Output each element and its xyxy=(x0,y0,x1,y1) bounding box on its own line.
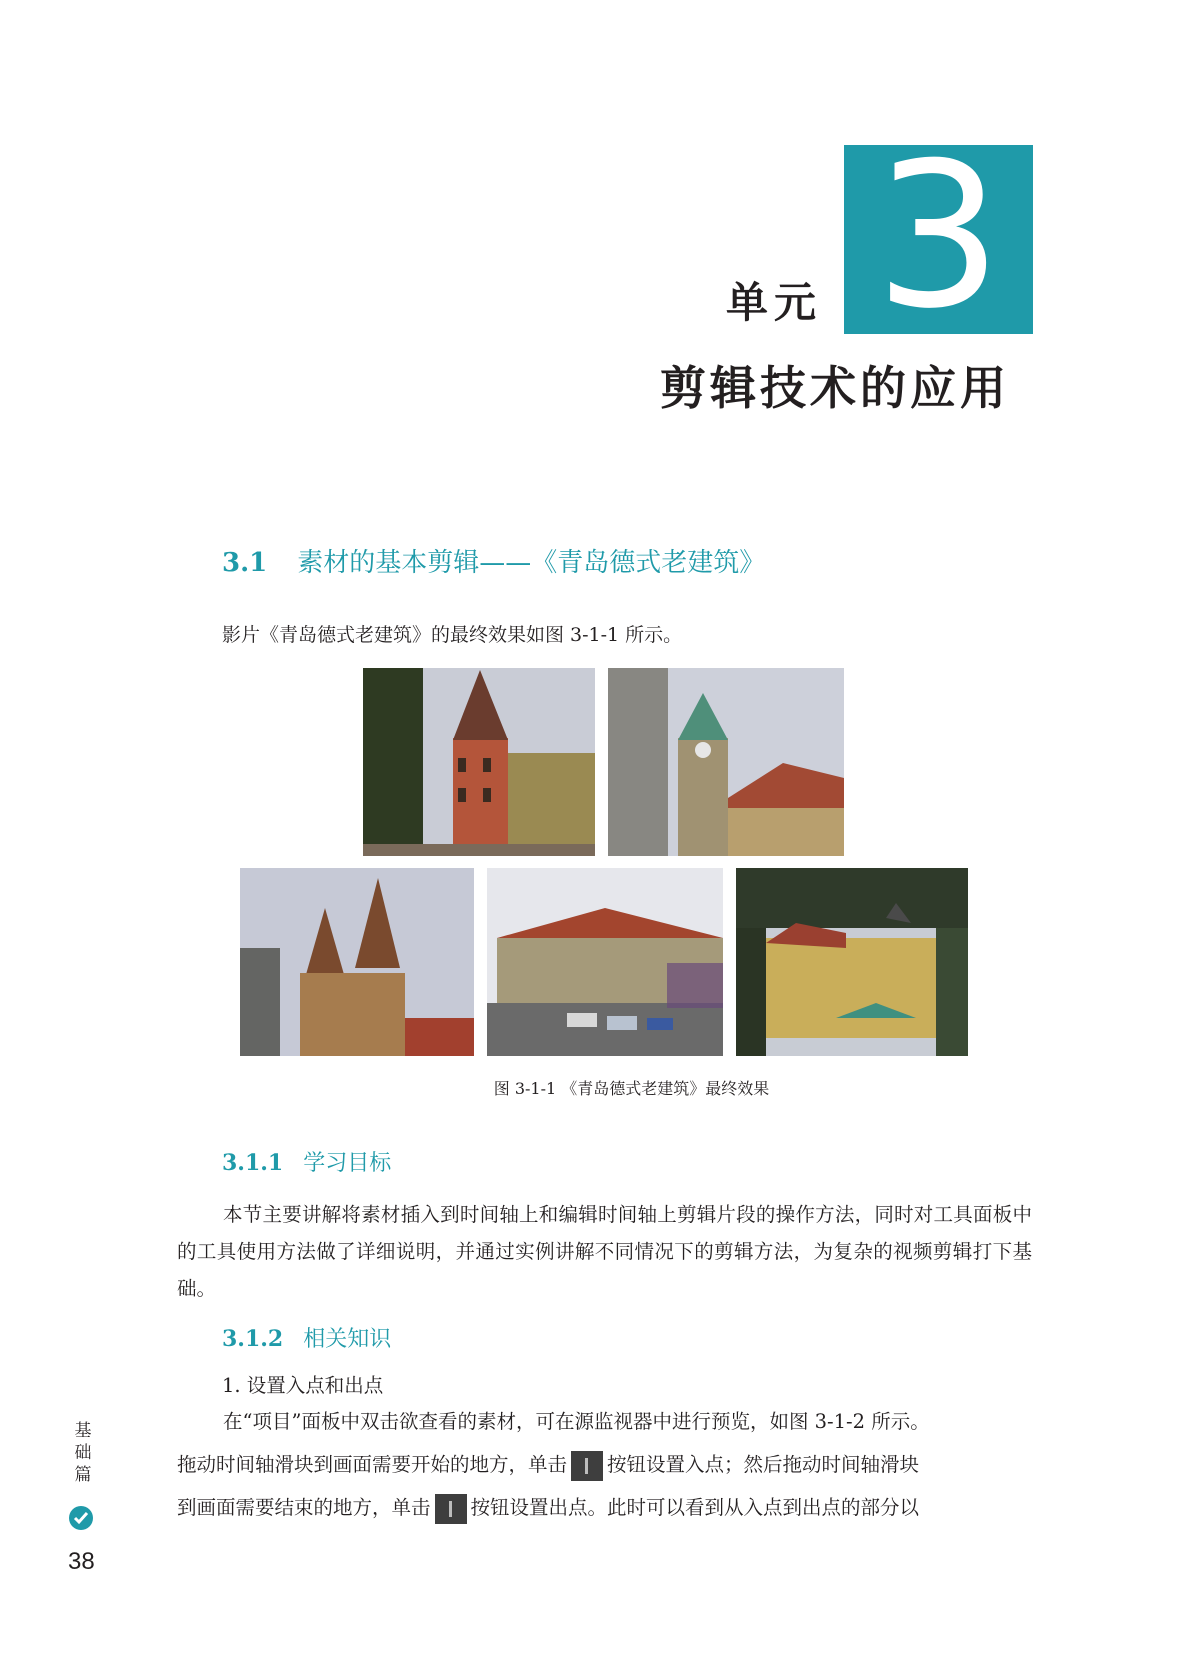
knowledge-text: 拖动时间轴滑块到画面需要开始的地方，单击 xyxy=(177,1453,568,1476)
photo-clock-tower xyxy=(608,668,844,856)
check-badge-icon xyxy=(69,1506,93,1530)
section-heading xyxy=(222,542,765,579)
mark-out-icon xyxy=(435,1494,467,1524)
subsection-number: 3.1.1 xyxy=(222,1150,284,1176)
photo-ornate-villa xyxy=(736,868,968,1056)
knowledge-text: 按钮设置入点；然后拖动时间轴滑块 xyxy=(607,1453,920,1476)
subsection-title: 学习目标 xyxy=(303,1151,392,1176)
photo-twin-spire-church xyxy=(240,868,474,1056)
chapter-title: 剪辑技术的应用 xyxy=(660,361,1010,415)
knowledge-line xyxy=(177,1446,1032,1483)
item-title: 1. 设置入点和出点 xyxy=(222,1374,384,1397)
knowledge-text: 按钮设置出点。此时可以看到从入点到出点的部分以 xyxy=(470,1496,920,1519)
knowledge-text: 到画面需要结束的地方，单击 xyxy=(177,1496,431,1519)
subsection-heading-knowledge xyxy=(222,1322,391,1353)
section-title: 素材的基本剪辑——《青岛德式老建筑》 xyxy=(297,548,766,578)
section-number: 3.1 xyxy=(222,548,268,578)
page-number: 38 xyxy=(68,1548,95,1575)
section-intro: 影片《青岛德式老建筑》的最终效果如图 3-1-1 所示。 xyxy=(222,624,683,646)
mark-in-icon xyxy=(571,1451,603,1481)
knowledge-line: 在“项目”面板中双击欲查看的素材，可在源监视器中进行预览，如图 3-1-2 所示。 xyxy=(223,1410,930,1433)
knowledge-line xyxy=(177,1489,1032,1526)
knowledge-paragraph xyxy=(177,1403,1032,1526)
photo-red-brick-tower xyxy=(363,668,595,856)
unit-number: 3 xyxy=(874,120,1003,353)
photo-government-building xyxy=(487,868,723,1056)
subsection-title: 相关知识 xyxy=(303,1327,392,1352)
figure-caption: 图 3-1-1 《青岛德式老建筑》最终效果 xyxy=(493,1079,770,1098)
subsection-number: 3.1.2 xyxy=(222,1326,284,1352)
goals-text: 本节主要讲解将素材插入到时间轴上和编辑时间轴上剪辑片段的操作方法，同时对工具面板中的工具使用方法做了详细说明，并通过实例讲解不同情况下的剪辑方法，为复杂的视频剪辑打下基础。 xyxy=(177,1203,1032,1300)
side-label: 基础篇 xyxy=(74,1421,92,1485)
goals-paragraph xyxy=(177,1196,1032,1307)
unit-label: 单元 xyxy=(726,278,823,327)
subsection-heading-goals xyxy=(222,1146,391,1177)
